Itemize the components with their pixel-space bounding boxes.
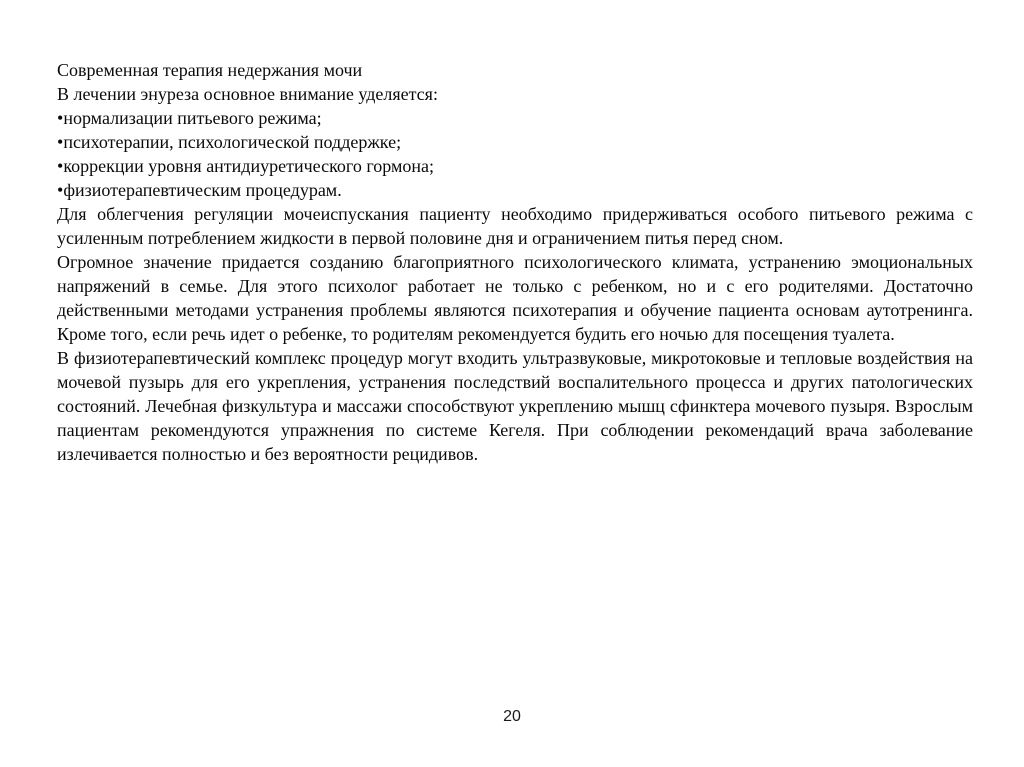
bullet-item: [57, 154, 973, 178]
bullet-text: психотерапии, психологической поддержке;: [63, 132, 402, 152]
bullet-marker: •: [57, 108, 64, 128]
paragraph: Огромное значение придается созданию благоприятного психологического климата, устранению эмоциональных напряжений в семье. Для этого психолог работает не только с ребенком, но и с его родителями. Достаточно действенными методами устранения проблемы являются психотерапия и обучение пациента основам аутотренинга. Кроме того, если речь идет о ребенке, то родителям рекомендуется будить его ночью для посещения туалета.: [57, 252, 973, 344]
bullet-item: [57, 106, 973, 130]
bullet-item: [57, 130, 973, 154]
bullet-marker: •: [57, 132, 64, 152]
title-line: Современная терапия недержания мочи: [57, 60, 363, 80]
paragraph: В физиотерапевтический комплекс процедур могут входить ультразвуковые, микротоковые и тепловые воздействия на мочевой пузырь для его укрепления, устранения последствий воспалительного процесса и других патологических состояний. Лечебная физкультура и массажи способствуют укреплению мышц сфинктера мочевого пузыря. Взрослым пациентам рекомендуются упражнения по системе Кегеля. При соблюдении рекомендаций врача заболевание излечивается полностью и без вероятности рецидивов.: [57, 348, 973, 464]
bullet-item: [57, 178, 973, 202]
bullet-marker: •: [57, 156, 64, 176]
page-number: 20: [503, 708, 521, 725]
bullet-marker: •: [57, 180, 64, 200]
bullet-text: коррекции уровня антидиуретического гормона;: [63, 156, 435, 176]
bullet-text: нормализации питьевого режима;: [63, 108, 322, 128]
text-block: [57, 58, 973, 466]
paragraph: Для облегчения регуляции мочеиспускания пациенту необходимо придерживаться особого питьевого режима с усиленным потреблением жидкости в первой половине дня и ограничением питья перед сном.: [57, 204, 973, 248]
bullet-text: физиотерапевтическим процедурам.: [63, 180, 342, 200]
intro-line: В лечении энуреза основное внимание уделяется:: [57, 84, 438, 104]
